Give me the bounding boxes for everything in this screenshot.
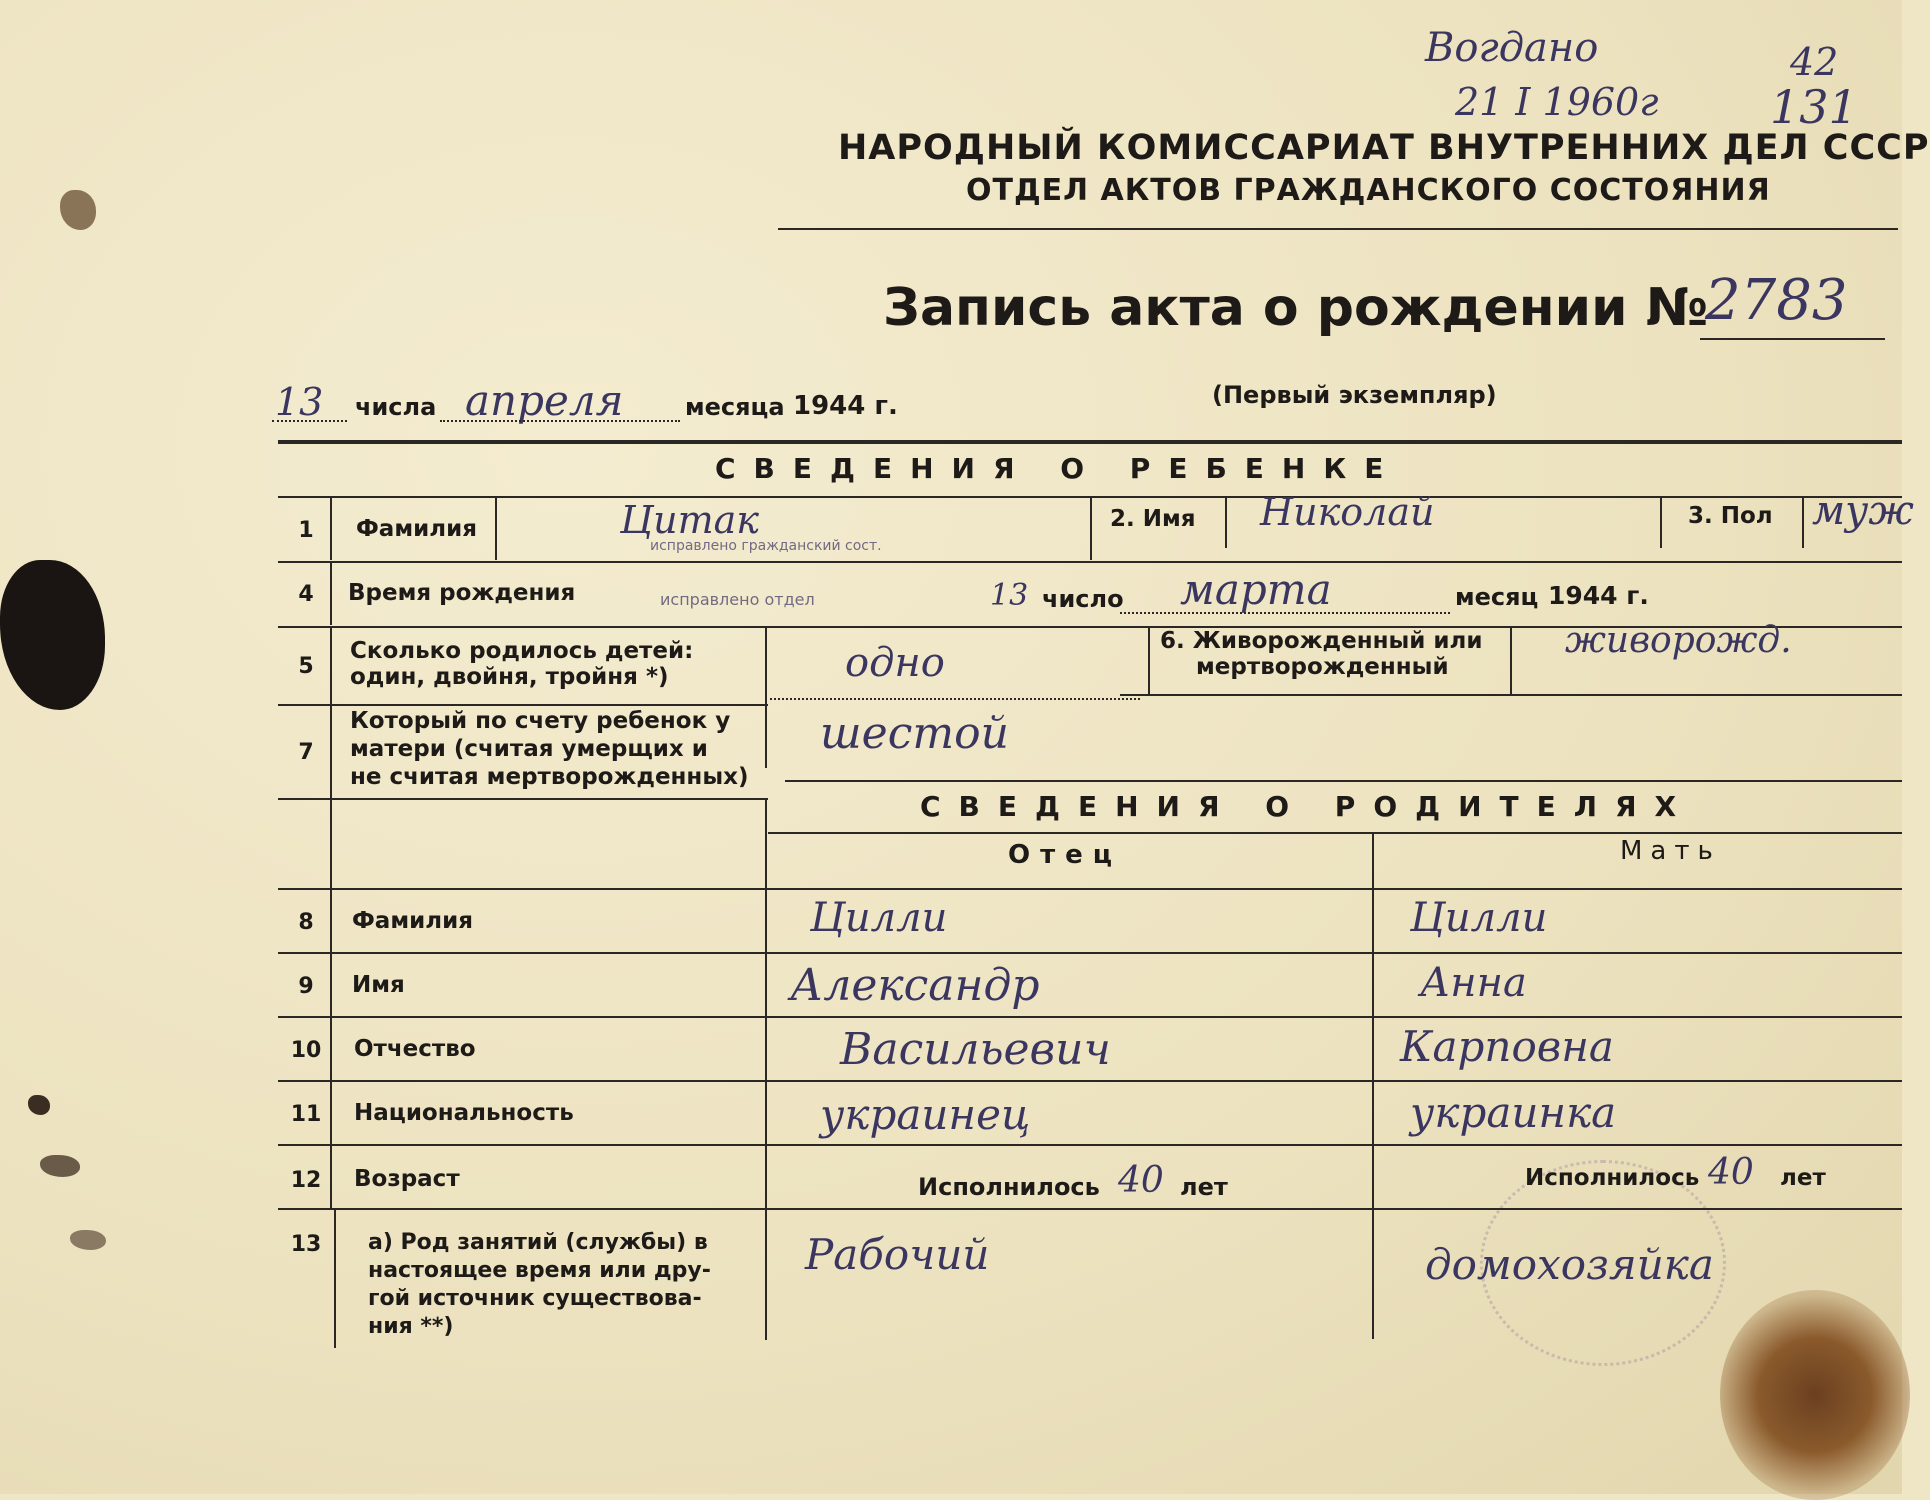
row-3-label: 3. Пол <box>1688 503 1773 529</box>
row-10-number: 10 <box>290 1038 322 1063</box>
row-7-label-line2: матери (считая умерщих и <box>350 736 708 762</box>
row-12-divider <box>330 1146 332 1208</box>
row-8-mother: Цилли <box>1410 895 1548 941</box>
row-8-label: Фамилия <box>352 908 473 934</box>
row-4-year: 1944 г. <box>1548 581 1649 610</box>
row-13-label-line1: а) Род занятий (службы) в <box>368 1230 708 1255</box>
row-12-mother-age: 40 <box>1708 1152 1754 1193</box>
row-3-divider <box>1660 498 1662 548</box>
row-6-label-line2: мертворожденный <box>1196 654 1449 680</box>
row-9-label: Имя <box>352 972 405 998</box>
row-11-label: Национальность <box>354 1100 574 1126</box>
row-1-divider-b <box>495 498 497 560</box>
row-8-divider <box>330 890 332 952</box>
row-13-label-line3: гой источник существова- <box>368 1286 702 1311</box>
row-10-rule <box>278 1080 1902 1082</box>
row-8-rule <box>278 952 1902 954</box>
row-6-rule <box>1120 694 1902 696</box>
row-9-divider <box>330 954 332 1016</box>
row-5-value: одно <box>845 640 945 686</box>
father-column-header: Отец <box>1008 840 1123 870</box>
row-5-divider <box>330 628 332 704</box>
row-11-rule <box>278 1144 1902 1146</box>
date-day-underline <box>272 420 347 422</box>
row-3-divider-b <box>1802 498 1804 548</box>
corner-note-number2: 131 <box>1770 80 1858 134</box>
water-stain <box>1720 1290 1910 1500</box>
row-6-value: живорожд. <box>1565 620 1792 661</box>
row-13-number: 13 <box>290 1232 322 1257</box>
row-9-mother: Анна <box>1420 960 1527 1006</box>
row-1-rule <box>278 561 1902 563</box>
record-number-underline <box>1700 338 1885 340</box>
row-9-father: Александр <box>790 960 1040 1011</box>
row-11-divider <box>330 1082 332 1144</box>
row-10-father: Васильевич <box>840 1024 1111 1075</box>
row-9-rule <box>278 1016 1902 1018</box>
row-1-number: 1 <box>298 518 314 543</box>
corner-note-number: 42 <box>1790 40 1839 84</box>
row-2-label: 2. Имя <box>1110 506 1196 532</box>
row-5-label-line1: Сколько родилось детей: <box>350 638 694 664</box>
form-top-rule <box>278 440 1902 444</box>
row-4-day-value: 13 <box>990 578 1029 613</box>
row-7-value: шестой <box>820 708 1009 759</box>
parents-header-rule <box>278 888 1902 890</box>
row-13-father: Рабочий <box>805 1230 990 1279</box>
row-12-mother-suffix: лет <box>1780 1165 1826 1191</box>
corner-note-line2: 21 I 1960г <box>1455 80 1659 124</box>
corner-note-line1: Bогдано <box>1425 25 1599 71</box>
mother-column-header: Мать <box>1620 836 1721 866</box>
row-1-divider <box>330 498 332 560</box>
row-10-label: Отчество <box>354 1036 476 1062</box>
row-6-label-line1: 6. Живорожденный или <box>1160 628 1483 654</box>
row-4-stamp: исправлено отдел <box>660 590 815 609</box>
row-5-number: 5 <box>298 654 314 679</box>
row-4-month-value: марта <box>1180 565 1332 614</box>
row-7-label-line3: не считая мертворожденных) <box>350 764 749 790</box>
row-2-divider <box>1225 498 1227 548</box>
row-5-rule <box>278 704 768 706</box>
row-7-number: 7 <box>298 740 314 765</box>
row-11-father: украинец <box>820 1090 1031 1139</box>
row-12-father-age: 40 <box>1118 1160 1164 1201</box>
record-number: 2783 <box>1705 268 1848 333</box>
parents-title-rule <box>768 832 1902 834</box>
row-5-value-rule <box>770 698 1140 700</box>
row-7-label-line1: Который по счету ребенок у <box>350 708 731 734</box>
parents-col-divider <box>765 800 767 1340</box>
row-9-number: 9 <box>298 974 314 999</box>
parents-header-divider <box>330 800 332 888</box>
row-5-divider-b <box>765 628 767 768</box>
date-day-label: числа <box>355 393 437 421</box>
punch-hole <box>28 1095 50 1115</box>
row-13-mother: домохозяйка <box>1425 1240 1714 1289</box>
record-title: Запись акта о рождении № <box>883 278 1709 338</box>
child-section-title: СВЕДЕНИЯ О РЕБЕНКЕ <box>715 452 1402 485</box>
row-11-mother: украинка <box>1410 1088 1617 1137</box>
row-12-label: Возраст <box>354 1166 460 1192</box>
row-4-label: Время рождения <box>348 580 576 606</box>
row-4-month-underline <box>1120 612 1450 614</box>
row-4-month-label: месяц <box>1455 583 1539 611</box>
date-day-value: 13 <box>275 380 324 424</box>
copy-label: (Первый экземпляр) <box>1212 381 1497 409</box>
row-2-value: Николай <box>1260 490 1435 534</box>
date-year: 1944 г. <box>793 391 898 421</box>
header-subtitle: ОТДЕЛ АКТОВ ГРАЖДАНСКОГО СОСТОЯНИЯ <box>966 173 1771 208</box>
row-7-rule <box>278 798 768 800</box>
row-8-number: 8 <box>298 910 314 935</box>
date-month-label: месяца <box>685 393 785 421</box>
header-rule <box>778 228 1898 230</box>
father-mother-divider <box>1372 834 1374 1339</box>
row-1-divider-c <box>1090 498 1092 560</box>
row-8-father: Цилли <box>810 895 948 941</box>
row-1-label: Фамилия <box>356 516 477 542</box>
row-12-rule <box>278 1208 1902 1210</box>
row-10-divider <box>330 1018 332 1080</box>
row-13-divider <box>334 1210 336 1348</box>
date-month-underline <box>440 420 680 422</box>
row-13-label-line2: настоящее время или дру- <box>368 1258 711 1283</box>
row-10-mother: Карповна <box>1400 1022 1614 1071</box>
row-6-divider-b <box>1510 628 1512 694</box>
parents-section-title: СВЕДЕНИЯ О РОДИТЕЛЯХ <box>920 790 1695 823</box>
row-7-divider <box>330 706 332 798</box>
row-12-father-prefix: Исполнилось <box>918 1173 1100 1201</box>
row-11-number: 11 <box>290 1102 322 1127</box>
row-5-label-line2: один, двойня, тройня *) <box>350 664 669 690</box>
row-3-value: муж <box>1812 488 1914 534</box>
row-12-mother-prefix: Исполнилось <box>1525 1165 1700 1191</box>
row-13-label-line4: ния **) <box>368 1314 454 1339</box>
row-4-number: 4 <box>298 582 314 607</box>
date-month-value: апреля <box>465 376 624 425</box>
row-1-value: Цитак <box>620 498 759 542</box>
row-12-number: 12 <box>290 1168 322 1193</box>
row-6-divider <box>1148 628 1150 694</box>
row-12-father-suffix: лет <box>1180 1173 1228 1201</box>
row-7-value-rule <box>785 780 1902 782</box>
header-title: НАРОДНЫЙ КОМИССАРИАТ ВНУТРЕННИХ ДЕЛ СССР <box>838 128 1930 168</box>
row-1-stamp: исправлено гражданский сост. <box>650 538 882 554</box>
row-4-day-label: число <box>1042 585 1124 613</box>
row-4-divider <box>330 563 332 625</box>
